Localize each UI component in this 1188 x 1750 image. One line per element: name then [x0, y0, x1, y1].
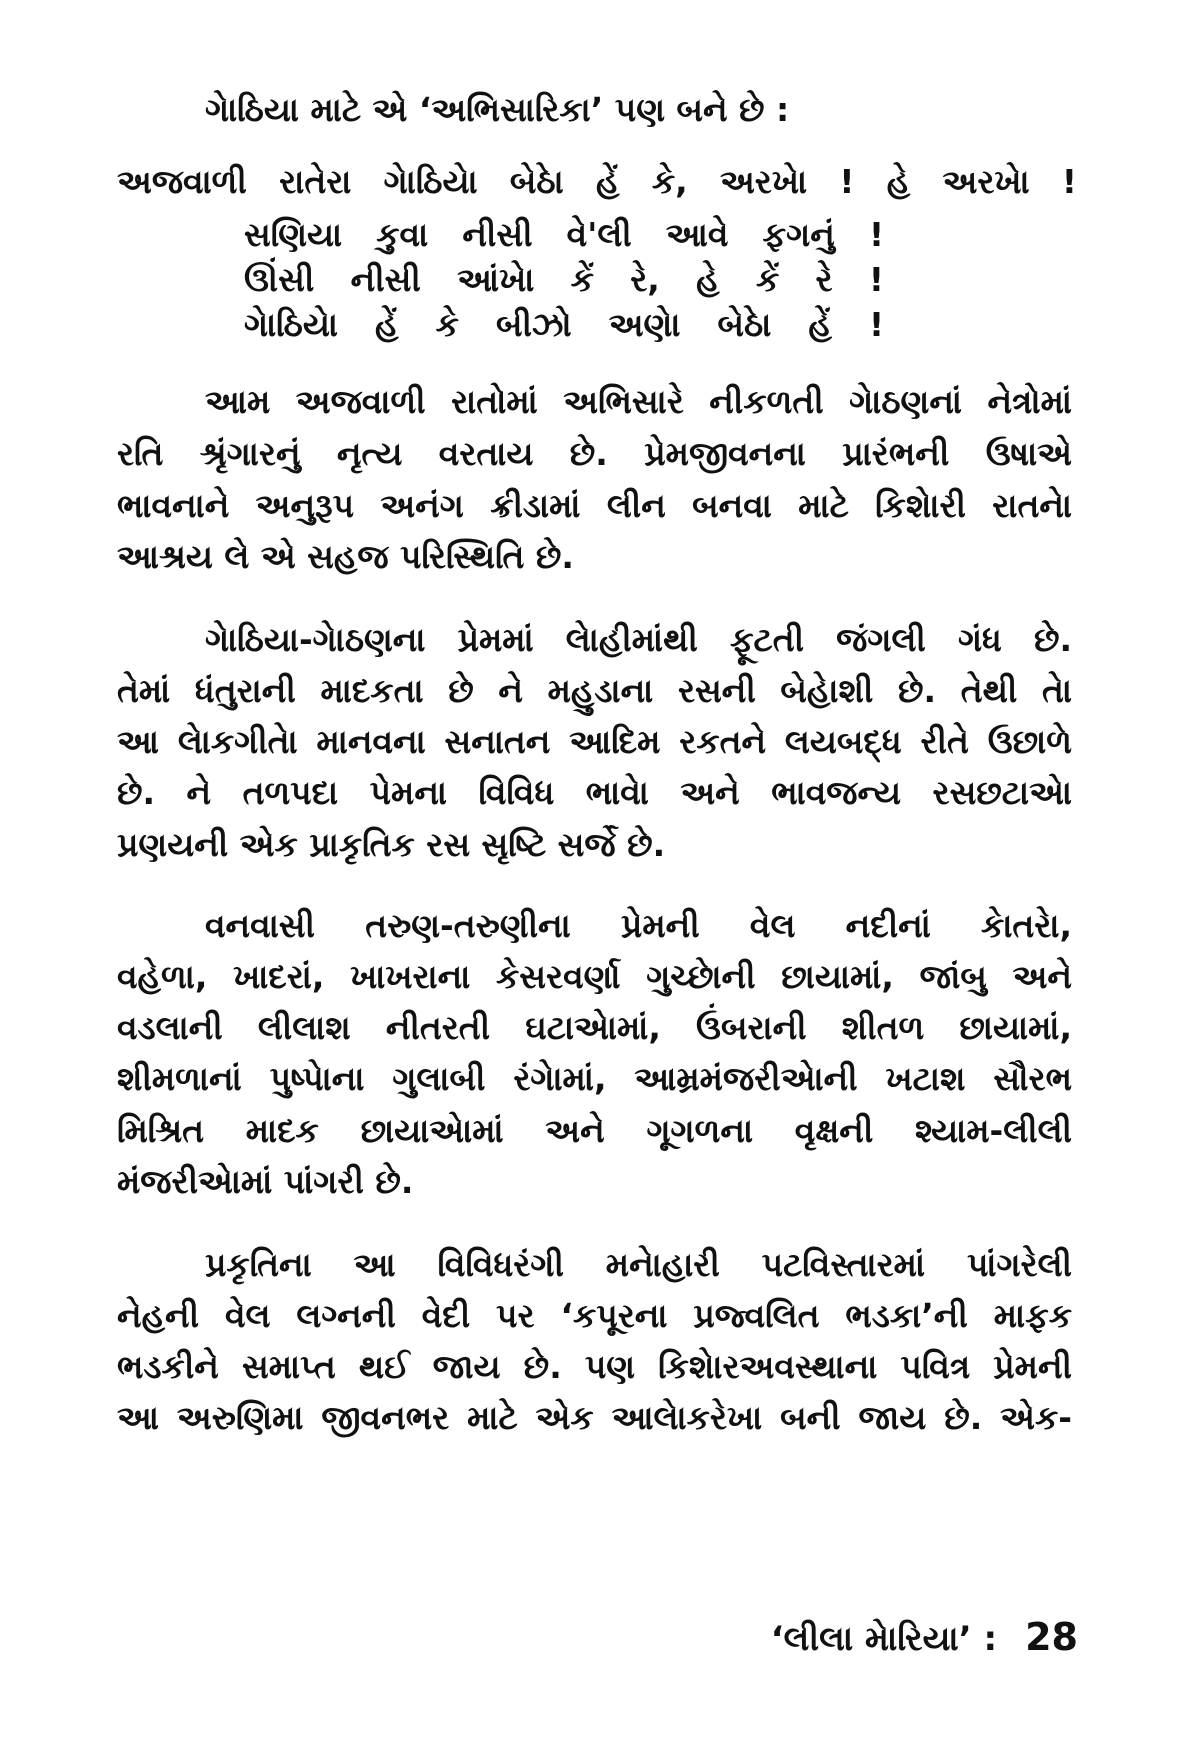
page-footer	[771, 1615, 1078, 1659]
paragraph-line: ભડકીને સમાપ્ત થઈ જાય છે. પણ કિશેારઅવસ્થાના પવિત્ર પ્રેમની	[117, 1347, 1072, 1386]
verse-line: ઊંસી નીસી આંખેા કેં રે, હે કેં રે !	[244, 260, 884, 299]
paragraph-line: વહેળા, ખાદરાં, ખાખરાના કેસરવર્ણા ગુચ્છેાની છાયામાં, જાંબુ અને	[117, 957, 1072, 996]
paragraph-line: મિશ્રિત માદક છાયાએામાં અને ગૂગળના વૃક્ષની શ્યામ-લીલી	[117, 1111, 1072, 1150]
paragraph-line: નેહની વેલ લગ્નની વેદી પર ‘કપૂરના પ્રજ્વલિત ભડકા’ની માફક	[117, 1296, 1072, 1335]
page-number: 28	[1025, 1615, 1078, 1659]
intro-line: ગેાઠિયા માટે એ ‘અભિસારિકા’ પણ બને છે :	[205, 90, 790, 129]
verse-line: સણિયા કુવા નીસી વે'લી આવે ફગનું !	[244, 215, 884, 254]
running-title: ‘લીલા મેારિયા’ :	[770, 1619, 998, 1659]
paragraph-line: મંજરીએામાં પાંગરી છે.	[117, 1162, 414, 1201]
paragraph-line: પ્રણયની એક પ્રાકૃતિક રસ સૃષ્ટિ સર્જે છે.	[117, 825, 666, 864]
paragraph-line: ગેાઠિયા-ગેાઠણના પ્રેમમાં લેાહીમાંથી ફૂટતી જંગલી ગંધ છે.	[205, 620, 1072, 659]
paragraph-line: વનવાસી તરુણ-તરુણીના પ્રેમની વેલ નદીનાં કેાતરેા,	[205, 906, 1072, 945]
paragraph-line: આમ અજવાળી રાતોમાં અભિસારે નીકળતી ગેાઠણનાં નેત્રોમાં	[205, 382, 1072, 421]
paragraph-line: પ્રકૃતિના આ વિવિધરંગી મનેાહારી પટવિસ્તારમાં પાંગરેલી	[205, 1245, 1072, 1284]
verse-line: અજવાળી રાતેરા ગેાઠિયેા બેઠેા હેં કે, અરખેા ! હે અરખેા !	[117, 162, 1077, 201]
paragraph-line: તેમાં ધંતુરાની માદકતા છે ને મહુડાના રસની બેહેાશી છે. તેથી તેા	[117, 671, 1072, 710]
paragraph-line: આ લેાકગીતેા માનવના સનાતન આદિમ રકતને લયબદ્ધ રીતે ઉછાળે	[117, 722, 1072, 761]
paragraph-line: શીમળાનાં પુષ્પેાના ગુલાબી રંગેામાં, આમ્રમંજરીએાની ખટાશ સૌરભ	[117, 1059, 1072, 1098]
paragraph-line: છે. ને તળપદા પેમના વિવિધ ભાવેા અને ભાવજન્ય રસછટાએા	[117, 773, 1072, 812]
paragraph-line: આશ્રય લે એ સહજ પરિસ્થિતિ છે.	[117, 537, 574, 576]
paragraph-line: વડલાની લીલાશ નીતરતી ઘટાએામાં, ઉંબરાની શીતળ છાયામાં,	[117, 1008, 1072, 1047]
paragraph-line: ભાવનાને અનુરૂપ અનંગ ક્રીડામાં લીન બનવા માટે કિશેારી રાતનેા	[117, 486, 1072, 525]
verse-line: ગેાઠિયેા હેં કે બીઝો અણેા બેઠેા હેં !	[244, 305, 884, 344]
paragraph-line: આ અરુણિમા જીવનભર માટે એક આલેાકરેખા બની જાય છે. એક-	[117, 1398, 1072, 1437]
paragraph-line: રતિ શ્રૃંગારનું નૃત્ય વરતાય છે. પ્રેમજીવનના પ્રારંભની ઉષાએ	[117, 434, 1072, 473]
